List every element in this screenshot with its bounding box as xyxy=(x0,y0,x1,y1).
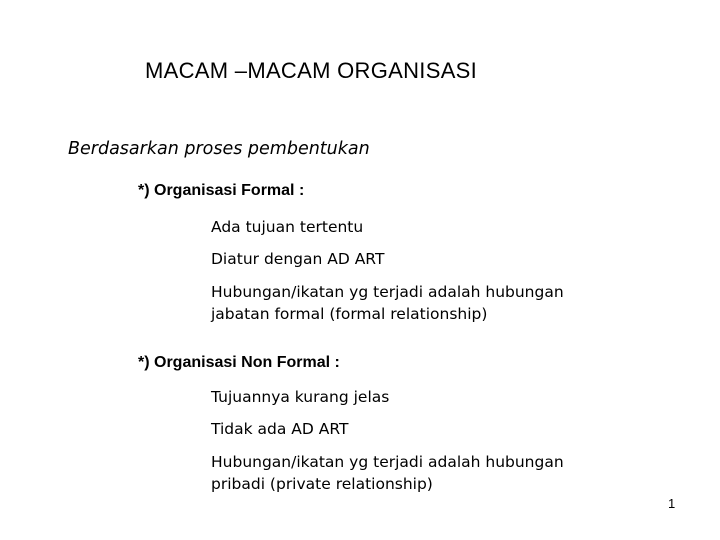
formal-item-rules: Diatur dengan AD ART xyxy=(211,250,385,268)
slide-subtitle: Berdasarkan proses pembentukan xyxy=(68,139,370,159)
formal-item-relationship-line2: jabatan formal (formal relationship) xyxy=(211,305,488,323)
page-number: 1 xyxy=(668,496,676,511)
non-formal-item-rules: Tidak ada AD ART xyxy=(211,420,349,438)
slide-title: MACAM –MACAM ORGANISASI xyxy=(145,58,478,83)
non-formal-item-goal: Tujuannya kurang jelas xyxy=(211,388,390,406)
formal-heading: *) Organisasi Formal : xyxy=(138,182,305,199)
non-formal-item-relationship-line1: Hubungan/ikatan yg terjadi adalah hubungan xyxy=(211,453,564,471)
non-formal-heading: *) Organisasi Non Formal : xyxy=(138,354,340,371)
formal-item-goal: Ada tujuan tertentu xyxy=(211,218,364,236)
non-formal-item-relationship-line2: pribadi (private relationship) xyxy=(211,475,433,493)
formal-item-relationship-line1: Hubungan/ikatan yg terjadi adalah hubungan xyxy=(211,283,564,301)
